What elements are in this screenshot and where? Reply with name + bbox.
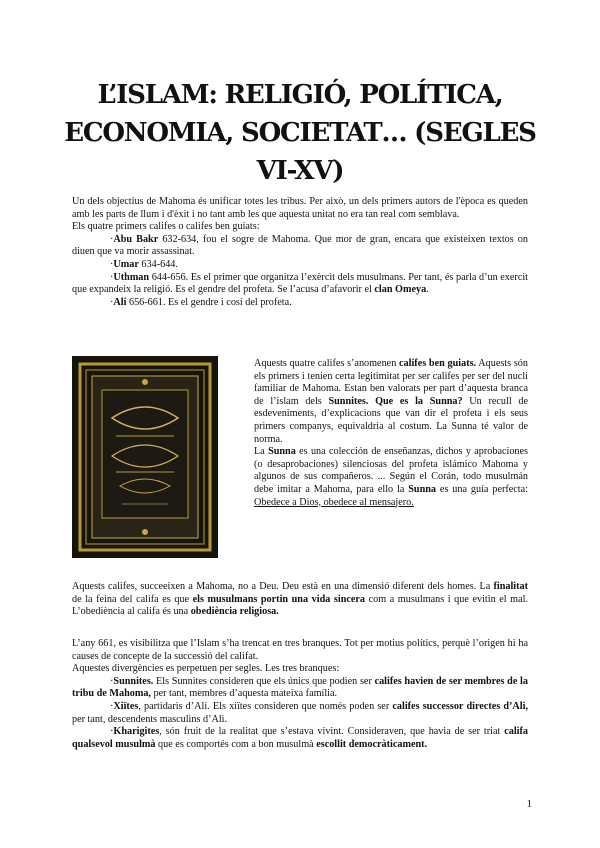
- calife-item-abu-bakr: ·Abu Bakr 632-634, fou el sogre de Mahoma. Que mor de gran, encara que existeixen textos on diuen que va morir assassinat.: [72, 233, 528, 258]
- calife-item-uthman: ·Uthman 644-656. Es el primer que organitza l’exèrcit dels musulmans. Per tant, és parla d’un exercit que expandeix la religió. Es el gendre del profeta. Se l’acusa d’afavorir el clan Omeya.: [72, 271, 528, 296]
- calife-item-ali: ·Ali 656-661. Es el gendre i cosí del profeta.: [110, 296, 292, 308]
- obedece-quote: Obedece a Dios, obedece al mensajero.: [254, 496, 414, 508]
- calife-name: Ali: [113, 296, 127, 308]
- page-title: L’ISLAM: RELIGIÓ, POLÍTICA, ECONOMIA, SOCIETAT… (SEGLES VI-XV): [64, 80, 536, 186]
- clan-omeya: clan Omeya: [374, 284, 427, 296]
- calife-name: Uthman: [113, 271, 150, 283]
- branca-kharigites: ·Kharigites, són fruit de la realitat que s’estava vivint. Consideraven, que havia de ser triat califa qualsevol musulmà que es comportés com a bon musulmà escollit democràticament.: [72, 726, 528, 750]
- califa-role-section: [72, 581, 528, 619]
- calife-item-umar: ·Umar 634-644.: [110, 258, 178, 270]
- calife-name: Abu Bakr: [113, 233, 159, 245]
- intro-paragraph: Un dels objectius de Mahoma és unificar totes les tribus. Per això, un dels primers autors de l'època es queden amb les parts de llum i d'èxit i no tant amb les que aquesta unitat no era tan real com semblava.: [72, 196, 528, 220]
- page-number: 1: [526, 798, 532, 810]
- califes-ben-guiats-paragraph: Aquests quatre califes s’anomenen califes ben guiats. Aquests són els primers i tenien certa legitimitat per ser califes per ser del nucli familiar de Mahoma. Estan ben valorats per part d’aquesta branca de l’islam dels Sunnites. Que es la Sunna? Un recull de esdeveniments, d’explicacions que van dir el profeta i els seus primers companys, equivaldria al costum. La Sunna té valor de norma.: [254, 358, 528, 445]
- sunna-paragraph: La Sunna es una colección de enseñanzas, dichos y aprobaciones (o desaprobaciones) silenciosas del profeta islámico Mahoma y algunos de sus compañeros. ... Según el Corán, todo musulmán debe imitar a Mahoma, para ello la Sunna es una guía perfecta: Obedece a Dios, obedece al mensajero.: [254, 446, 528, 508]
- califa-role-paragraph: Aquests califes, succeeixen a Mahoma, no a Deu. Deu està en una dimensió diferent dels homes. La finalitat de la feina del califa es que els musulmans portin una vida sincera com a musulmans i que evitin el mal. L’obediència al califa és una obediència religiosa.: [72, 581, 528, 618]
- sunna-section: [254, 358, 528, 509]
- book-cover-image: [72, 356, 218, 558]
- book-cover-illustration: [72, 356, 218, 558]
- calife-name: Umar: [113, 258, 139, 270]
- branques-heading: Aquestes divergències es perpetuen per segles. Les tres branques:: [72, 663, 340, 675]
- califes-heading: Els quatre primers califes o califes ben guiats:: [72, 221, 260, 233]
- year-661-paragraph: L’any 661, es visibilitza que l’Islam s’ha trencat en tres branques. Tot per motius polítics, perquè l’origen hi ha causes de concepte de la successió del califat.: [72, 638, 528, 662]
- branca-sunnites: ·Sunnites. Els Sunnites consideren que els únics que podien ser califes havien de ser membres de la tribu de Mahoma, per tant, membres d’aquesta mateixa família.: [72, 675, 528, 700]
- branca-xiites: ·Xiïtes, partidaris d’Ali. Els xiïtes consideren que només poden ser califes successor directes d’Ali, per tant, descendents masculins d’Ali.: [72, 700, 528, 725]
- branques-section: [72, 638, 528, 751]
- intro-section: [72, 196, 528, 309]
